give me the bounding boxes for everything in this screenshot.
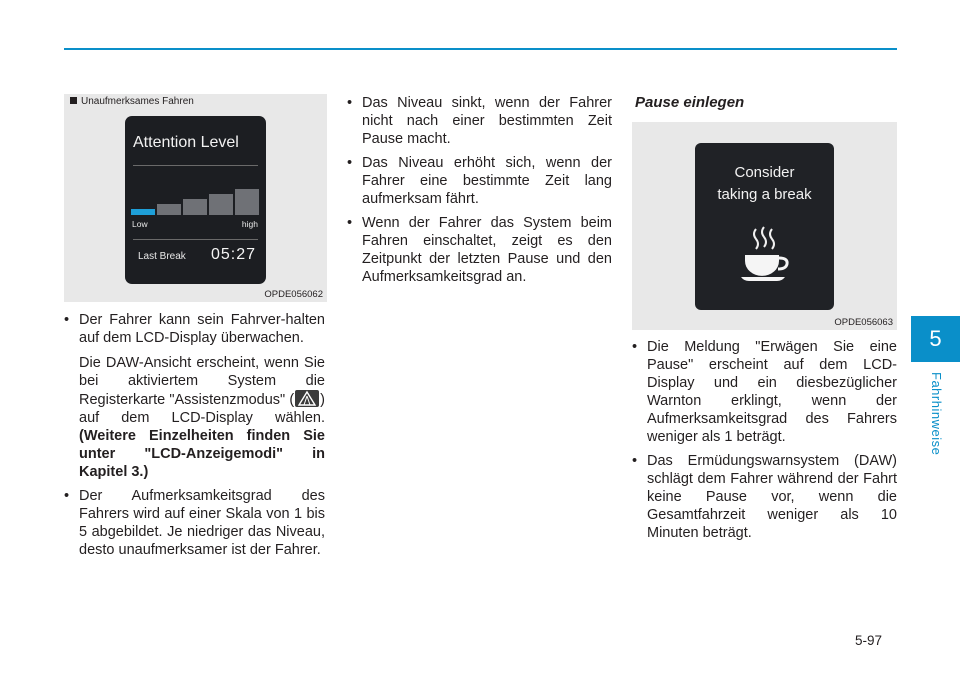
column-1-text (64, 311, 325, 559)
figure-caption-text: Unaufmerksames Fahren (81, 96, 194, 107)
lcd-screen-attention (125, 116, 266, 284)
break-message-line2: taking a break (717, 186, 812, 203)
header-rule (64, 48, 897, 50)
figure-attention-level (64, 94, 327, 302)
chapter-title: Fahrhinweise (929, 372, 944, 456)
paragraph-daw-view: Die DAW-Ansicht erscheint, wenn Sie bei aktiviertem System die Registerkarte "Assistenzmodus" ( ) auf dem LCD-Display wählen. (Weitere Einzelheiten finden Sie unter "LCD-Anzeigemodi" in Kapitel 3.) (79, 355, 325, 480)
attention-level-segment (157, 204, 181, 215)
bullet-item: • Der Fahrer kann sein Fahrver-halten auf dem LCD-Display überwachen. (64, 312, 325, 346)
attention-level-segment (235, 189, 259, 215)
last-break-time: 05:27 (211, 246, 257, 263)
attention-level-segment (209, 194, 233, 215)
page-number: 5-97 (855, 633, 883, 648)
figure-code: OPDE056063 (834, 317, 893, 328)
caption-square-icon (70, 97, 77, 104)
attention-level-gauge (131, 187, 260, 217)
lcd-divider-top (133, 165, 258, 166)
coffee-cup-icon (739, 225, 793, 283)
figure-caption (70, 96, 194, 107)
lcd-screen-break (695, 143, 834, 310)
bullet-item: • Wenn der Fahrer das System beim Fahren einschaltet, zeigt es den Zeitpunkt der letzten Pause und den Aufmerksamkeitsgrad an. (347, 215, 612, 285)
section-heading: Pause einlegen (635, 94, 745, 111)
chapter-number-tab: 5 (911, 316, 960, 362)
break-message (695, 162, 834, 206)
attention-level-segment (131, 209, 155, 215)
bullet-item: • Das Ermüdungswarnsystem (DAW) schlägt dem Fahrer während der Fahrt keine Pause vor, wenn die Gesamtfahrzeit weniger als 10 Minuten beträgt. (632, 453, 897, 541)
bullet-item: • Das Niveau erhöht sich, wenn der Fahrer eine bestimmte Zeit lang aufmerksam fährt. (347, 155, 612, 207)
lcd-divider-bottom (133, 239, 258, 240)
last-break-label: Last Break (138, 251, 186, 262)
level-high-label: high (241, 219, 258, 229)
figure-code: OPDE056062 (264, 289, 323, 300)
level-low-label: Low (132, 219, 148, 229)
column-2-text (347, 94, 612, 286)
driver-assistance-icon (295, 390, 319, 407)
lcd-title: Attention Level (133, 134, 239, 151)
cross-reference: (Weitere Einzelheiten finden Sie unter "LCD-Anzeigemodi" in Kapitel 3.) (79, 428, 325, 480)
figure-take-break (632, 122, 897, 330)
break-message-line1: Consider (734, 164, 795, 181)
bullet-item: • Das Niveau sinkt, wenn der Fahrer nicht nach einer bestimmten Zeit Pause macht. (347, 95, 612, 147)
bullet-item: • Der Aufmerksamkeitsgrad des Fahrers wird auf einer Skala von 1 bis 5 abgebildet. Je niedriger das Niveau, desto unaufmerksamer ist der Fahrer. (64, 488, 325, 558)
attention-level-segment (183, 199, 207, 215)
bullet-item: • Die Meldung "Erwägen Sie eine Pause" erscheint auf dem LCD-Display und ein diesbezüglicher Warnton erklingt, wenn der Aufmerksamkeitsgrad des Fahrers weniger als 1 beträgt. (632, 339, 897, 445)
column-3-text (632, 338, 897, 542)
